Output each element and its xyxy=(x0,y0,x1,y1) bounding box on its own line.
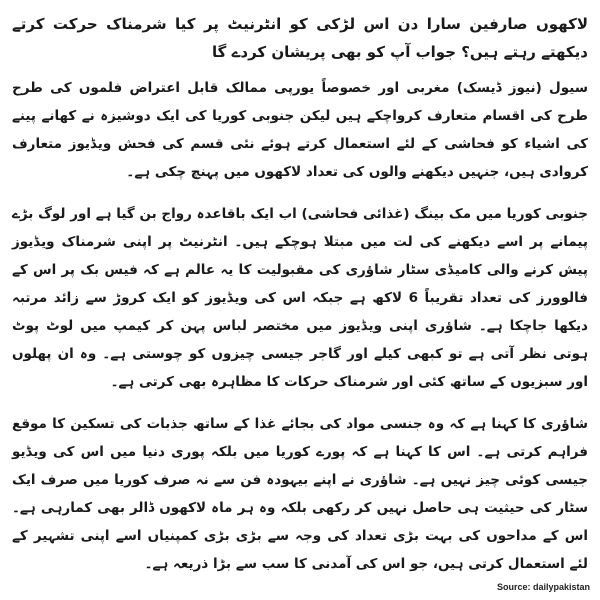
article xyxy=(12,10,588,592)
article-paragraph-1: سیول (نیوز ڈیسک) مغربی اور خصوصاً یورپی ممالک قابل اعتراض فلموں کی طرح طرح کی اقسام متعارف کرواچکے ہیں لیکن جنوبی کوریا کی ایک دوشیزہ نے کھانے پینے کی اشیاء کو فحاشی کے لئے استعمال کرتے ہوئے نئی قسم کی فحش ویڈیوز متعارف کروادی ہیں، جنہیں دیکھنے والوں کی تعداد لاکھوں میں پہنچ چکی ہے۔ xyxy=(12,80,588,180)
source-credit: Source: dailypakistan xyxy=(496,582,590,592)
article-paragraph-3: شاؤری کا کہنا ہے کہ وہ جنسی مواد کی بجائے غذا کے ساتھ جذبات کی تسکین کا موقع فراہم کرتی ہے۔ اس کا کہنا ہے کہ پورے کوریا میں بلکہ پوری دنیا میں اس کی ویڈیو جیسی کوئی چیز نہیں ہے۔ شاؤری نے اپنے بیہودہ فن سے نہ صرف کوریا میں صرف ایک سٹار کی حیثیت ہی حاصل نہیں کر رکھی بلکہ وہ ہر ماہ لاکھوں ڈالر بھی کمارہی ہے۔ اس کے مداحوں کی بہت بڑی تعداد کی وجہ سے بڑی بڑی کمپنیاں اسے اپنی تشہیر کے لئے استعمال کرتی ہیں، جو اس کی آمدنی کا سب سے بڑا ذریعہ ہے۔ xyxy=(12,416,588,572)
article-paragraph-2: جنوبی کوریا میں مک بینگ (غذائی فحاشی) اب ایک باقاعدہ رواج بن گیا ہے اور لوگ بڑے پیمانے پر اسے دیکھنے کی لت میں مبتلا ہوچکے ہیں۔ انٹرنیٹ پر اپنی شرمناک ویڈیوز پیش کرنے والی کامیڈی سٹار شاؤری کی مقبولیت کا یہ عالم ہے کہ فیس بک پر اس کے فالوورز کی تعداد تقریباً 6 لاکھ ہے جبکہ اس کی ویڈیوز کو ایک کروڑ سے زائد مرتبہ دیکھا جاچکا ہے۔ شاؤری اپنی ویڈیوز میں مختصر لباس پہن کر کیمپ میں لوٹ پوٹ ہوتی نظر آتی ہے تو کبھی کیلے اور گاجر جیسی چیزوں کو چوستی ہے۔ وہ ان پھلوں اور سبزیوں کے ساتھ کئی اور شرمناک حرکات کا مظاہرہ بھی کرتی ہے۔ xyxy=(12,206,588,390)
article-headline: لاکھوں صارفین سارا دن اس لڑکی کو انٹرنیٹ پر کیا شرمناک حرکت کرتے دیکھتے رہتے ہیں؟ جواب آپ کو بھی پریشان کردے گا xyxy=(12,15,588,61)
